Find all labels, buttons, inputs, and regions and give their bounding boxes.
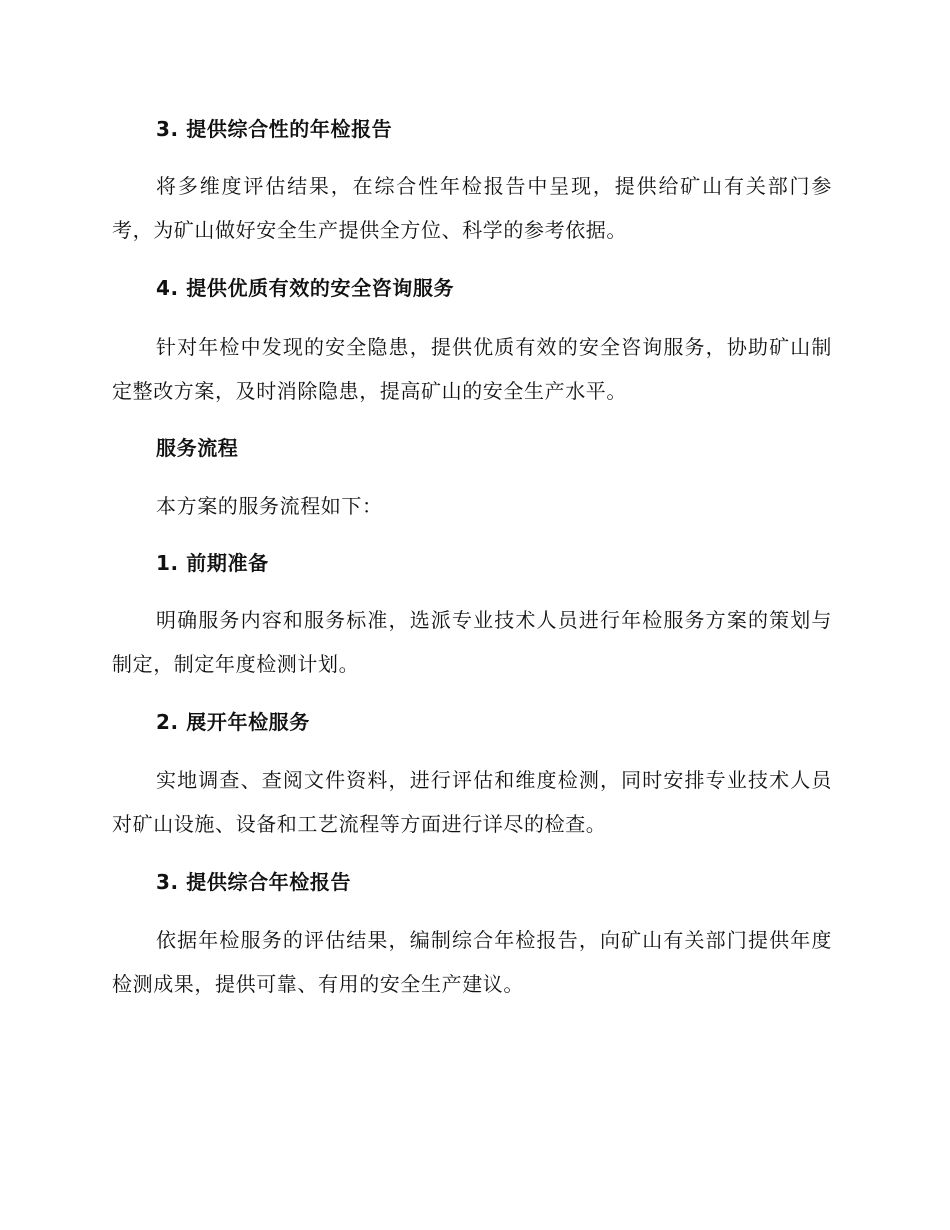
section-heading: 4. 提供优质有效的安全咨询服务 — [156, 276, 455, 300]
body-text-line: 本方案的服务流程如下： — [156, 494, 383, 518]
body-paragraph: 针对年检中发现的安全隐患，提供优质有效的安全咨询服务，协助矿山制定整改方案，及时消除隐患，提高矿山的安全生产水平。 — [112, 335, 832, 403]
section-heading: 1. 前期准备 — [156, 551, 269, 575]
section-heading: 3. 提供综合性的年检报告 — [156, 117, 393, 141]
body-paragraph: 依据年检服务的评估结果，编制综合年检报告，向矿山有关部门提供年度检测成果，提供可靠、有用的安全生产建议。 — [112, 928, 832, 996]
body-paragraph: 明确服务内容和服务标准，选派专业技术人员进行年检服务方案的策划与制定，制定年度检测计划。 — [112, 608, 832, 676]
body-paragraph: 将多维度评估结果，在综合性年检报告中呈现，提供给矿山有关部门参考，为矿山做好安全生产提供全方位、科学的参考依据。 — [112, 174, 832, 242]
section-heading: 服务流程 — [156, 436, 239, 460]
section-heading: 3. 提供综合年检报告 — [156, 870, 352, 894]
body-paragraph: 实地调查、查阅文件资料，进行评估和维度检测，同时安排专业技术人员对矿山设施、设备和工艺流程等方面进行详尽的检查。 — [112, 768, 832, 836]
section-heading: 2. 展开年检服务 — [156, 710, 310, 734]
